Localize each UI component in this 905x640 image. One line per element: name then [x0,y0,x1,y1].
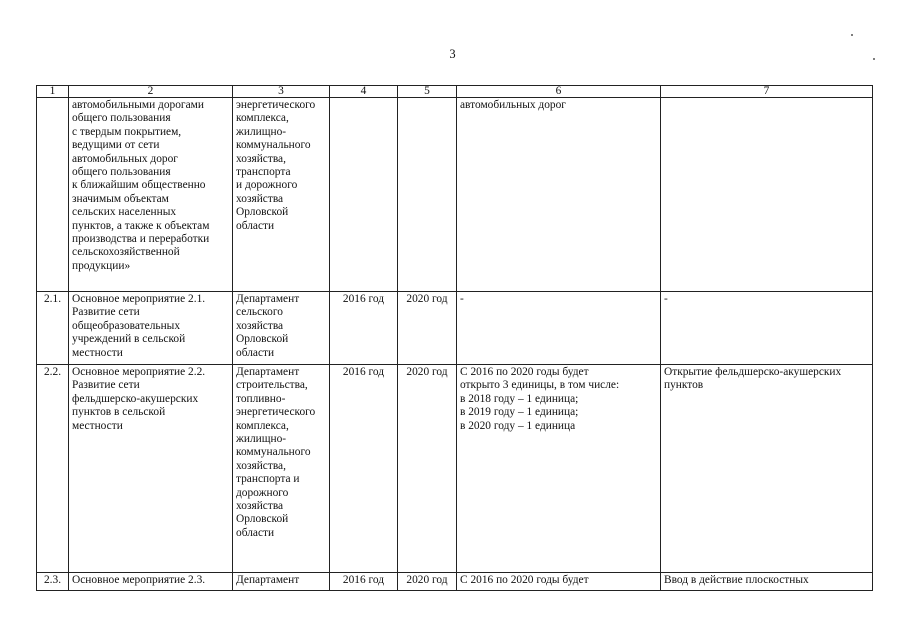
column-number: 5 [398,86,457,98]
result-cell [457,573,661,591]
cell-line: С 2016 по 2020 годы будет [460,574,589,586]
page-number: 3 [449,47,456,61]
cell-line: автомобильных дорог [460,99,566,111]
cell-line: открыто 3 единицы, в том числе: [460,379,620,392]
cell-line: в 2020 году – 1 единица [460,419,576,432]
column-number: 4 [330,86,398,98]
column-number: 3 [233,86,330,98]
end-year-cell: 2020 год [398,292,457,365]
cell-line: сельскохозяйственной [72,246,180,259]
cell-line: Департамент [236,293,300,305]
executor-cell [233,98,330,292]
cell-line: - [460,293,464,305]
cell-line: жилищно- [236,125,287,138]
cell-line: Орловской [236,206,289,219]
indicator-cell [661,292,873,365]
row-number-cell: 2.3. [37,573,69,591]
cell-line: области [236,219,275,232]
cell-line: жилищно- [236,433,287,446]
table-row [37,98,873,292]
cell-line: Открытие фельдшерско-акушерских [664,366,842,378]
indicator-cell [661,98,873,292]
cell-line: ведущими от сети [72,139,160,152]
cell-line: Департамент [236,574,300,586]
cell-line: в 2018 году – 1 единица; [460,392,579,405]
row-number-cell: 2.1. [37,292,69,365]
cell-line: хозяйства, [236,459,286,472]
cell-line: пунктов [664,379,704,392]
cell-line: значимым объектам [72,192,169,205]
row-number-cell [37,98,69,292]
activity-cell [69,365,233,573]
end-year-cell [398,98,457,292]
column-number-row [37,86,873,98]
cell-line: С 2016 по 2020 годы будет [460,366,589,378]
column-number: 7 [661,86,873,98]
cell-line: производства и переработки [72,233,210,246]
cell-line: транспорта [236,166,291,179]
result-cell [457,98,661,292]
column-number: 2 [69,86,233,98]
start-year-cell: 2016 год [330,365,398,573]
cell-line: комплекса, [236,112,289,125]
cell-line: комплекса, [236,419,289,432]
cell-line: - [664,293,668,305]
column-number: 6 [457,86,661,98]
cell-line: Развитие сети [72,379,140,392]
cell-line: пунктов в сельской [72,406,166,419]
cell-line: местности [72,346,123,359]
cell-line: учреждений в сельской [72,333,186,346]
end-year-cell: 2020 год [398,365,457,573]
activity-cell [69,98,233,292]
column-number: 1 [37,86,69,98]
cell-line: топливно- [236,392,286,405]
cell-line: сельского [236,306,283,319]
cell-line: хозяйства [236,319,284,332]
start-year-cell [330,98,398,292]
executor-cell [233,365,330,573]
cell-line: к ближайшим общественно [72,179,206,192]
cell-line: общеобразовательных [72,319,181,332]
indicator-cell [661,365,873,573]
cell-line: общего пользования [72,112,171,125]
cell-line: энергетического [236,99,316,111]
table-row [37,365,873,573]
result-cell [457,365,661,573]
cell-line: хозяйства [236,192,284,205]
cell-line: Основное мероприятие 2.1. [72,293,206,305]
cell-line: фельдшерско-акушерских [72,392,199,405]
cell-line: коммунального [236,446,311,459]
cell-line: местности [72,419,123,432]
cell-line: энергетического [236,406,316,419]
indicator-cell [661,573,873,591]
cell-line: продукции» [72,259,131,272]
table-row [37,573,873,591]
executor-cell [233,573,330,591]
cell-line: Развитие сети [72,306,140,319]
end-year-cell: 2020 год [398,573,457,591]
cell-line: Основное мероприятие 2.3. [72,574,206,586]
activity-cell [69,292,233,365]
cell-line: хозяйства [236,500,284,513]
measures-table [36,85,873,591]
cell-line: области [236,526,275,539]
cell-line: хозяйства, [236,152,286,165]
table-row [37,292,873,365]
cell-line: Основное мероприятие 2.2. [72,366,206,378]
cell-line: и дорожного [236,179,298,192]
cell-line: Ввод в действие плоскостных [664,574,809,586]
cell-line: области [236,346,275,359]
cell-line: Орловской [236,513,289,526]
cell-line: общего пользования [72,166,171,179]
cell-line: с твердым покрытием, [72,125,182,138]
start-year-cell: 2016 год [330,573,398,591]
cell-line: сельских населенных [72,206,177,219]
start-year-cell: 2016 год [330,292,398,365]
activity-cell [69,573,233,591]
cell-line: строительства, [236,379,308,392]
cell-line: автомобильных дорог [72,152,178,165]
result-cell [457,292,661,365]
scan-speck [851,34,853,36]
cell-line: Орловской [236,333,289,346]
cell-line: в 2019 году – 1 единица; [460,406,579,419]
cell-line: дорожного [236,486,289,499]
scan-speck [873,58,875,60]
executor-cell [233,292,330,365]
cell-line: транспорта и [236,473,300,486]
cell-line: автомобильными дорогами [72,99,204,111]
cell-line: Департамент [236,366,300,378]
cell-line: пунктов, а также к объектам [72,219,210,232]
cell-line: коммунального [236,139,311,152]
row-number-cell: 2.2. [37,365,69,573]
